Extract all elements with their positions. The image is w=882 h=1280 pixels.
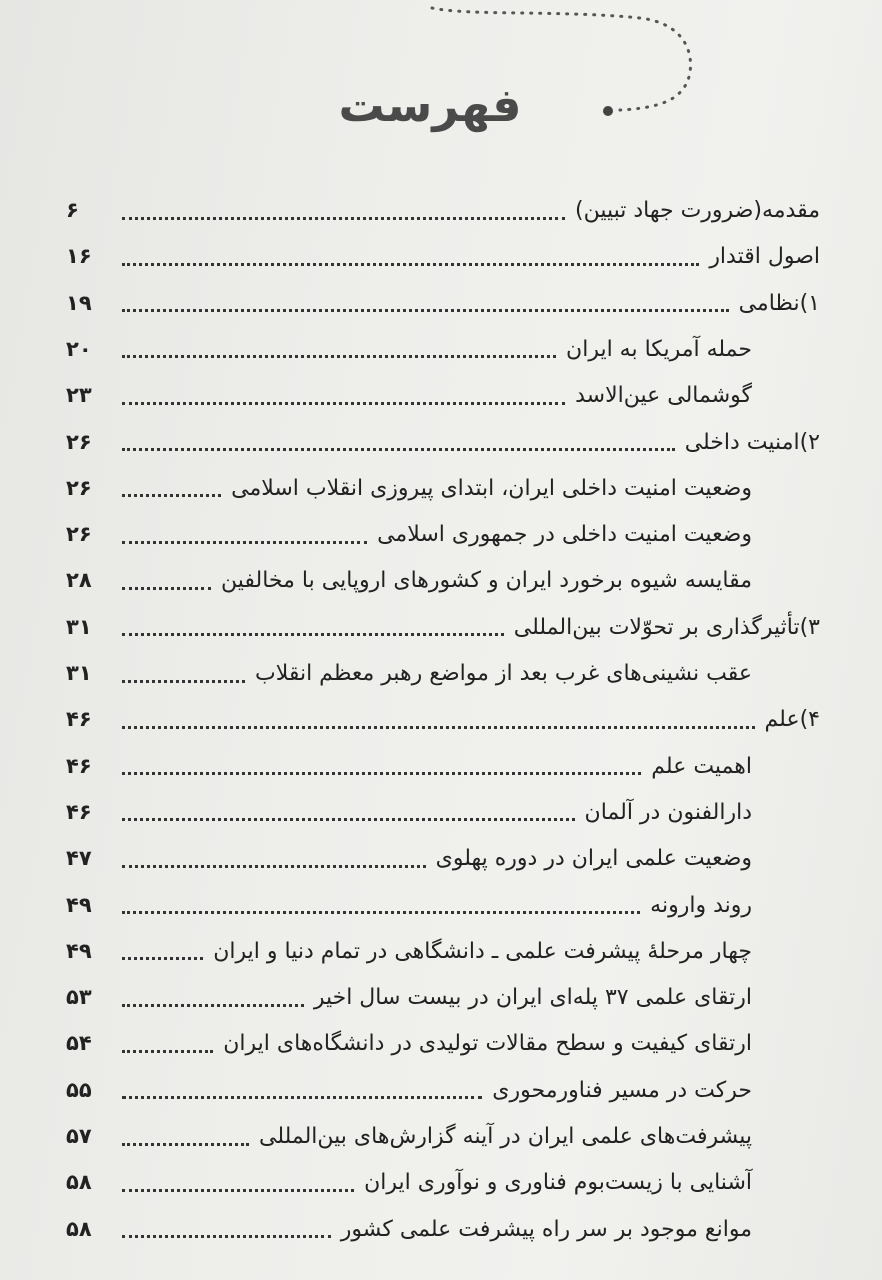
toc-entry [66,1207,752,1251]
toc-leader-dots [122,494,221,497]
toc-leader-dots [122,1235,331,1238]
toc-page-number: ۲۸ [66,568,92,593]
toc-page-number: ۳۱ [66,614,92,639]
toc-entry-title: ارتقای علمی ۳۷ پله‌ای ایران در بیست سال اخیر [313,985,752,1011]
toc-entry-title: اهمیت علم [651,753,752,779]
toc-entry-title: مقایسه شیوه برخورد ایران و کشورهای اروپایی با مخالفین [221,568,752,594]
toc-leader-dots [122,1189,354,1192]
toc-entry [66,512,752,556]
toc-entry [66,836,752,880]
toc-leader-dots [122,217,565,220]
toc-leader-dots [122,1004,304,1007]
toc-leader-dots [122,726,755,729]
toc-entry-title: ارتقای کیفیت و سطح مقالات تولیدی در دانشگاه‌های ایران [223,1031,752,1057]
toc-entry-title: ۳)تأثیرگذاری بر تحوّلات بین‌المللی [513,614,820,640]
toc-page-number: ۴۶ [66,707,92,732]
toc-entry [66,929,752,973]
toc-leader-dots [122,1050,213,1053]
toc-page-number: ۴۹ [66,892,92,917]
toc-page-number: ۴۷ [66,846,92,871]
toc-leader-dots [122,355,556,358]
toc-entry [66,744,752,788]
toc-leader-dots [122,448,675,451]
toc-page-number: ۴۶ [66,799,92,824]
toc-entry [66,605,820,649]
toc-page-number: ۲۶ [66,429,92,454]
toc-leader-dots [122,865,426,868]
toc-page-number: ۶ [66,198,79,222]
toc-entry-title: وضعیت امنیت داخلی ایران، ابتدای پیروزی انقلاب اسلامی [231,475,752,501]
toc-entry-title: حمله آمریکا به ایران [566,336,752,362]
toc-entry-title: گوشمالی عین‌الاسد [575,383,752,409]
toc-leader-dots [122,772,641,775]
toc-page-number: ۳۱ [66,661,92,685]
toc-entry-title: حرکت در مسیر فناورمحوری [492,1077,752,1103]
toc-page-number: ۴۶ [66,753,92,778]
toc-page-number: ۵۵ [66,1077,92,1102]
toc-entry-title: چهار مرحلهٔ پیشرفت علمی ـ دانشگاهی در تمام دنیا و ایران [213,938,752,964]
toc-entry [66,1021,752,1065]
toc-entry-title: ۲)امنیت داخلی [684,429,820,455]
toc-entry-title: ۱)نظامی [738,290,820,316]
toc-entry [66,281,820,325]
toc-page-number: ۱۹ [66,290,92,315]
toc-leader-dots [122,633,504,636]
toc-entry [66,373,752,417]
toc-entry [66,883,752,927]
toc-entry-title: وضعیت امنیت داخلی در جمهوری اسلامی [377,522,752,548]
toc-entry-title: پیشرفت‌های علمی ایران در آینه گزارش‌های بین‌المللی [258,1124,752,1149]
toc-entry-title: اصول اقتدار [709,244,820,270]
toc-leader-dots [122,957,203,960]
toc-entry [66,188,820,232]
toc-entry-title: دارالفنون در آلمان [584,799,752,825]
toc-page-number: ۵۸ [66,1170,92,1195]
toc-entry-title: مقدمه(ضرورت جهاد تبیین) [575,198,820,223]
toc-leader-dots [122,1096,482,1099]
toc-entry [66,1160,752,1204]
toc-entry [66,420,820,464]
toc-entry [66,558,752,602]
toc-page-number: ۵۳ [66,985,92,1010]
toc-entry-title: وضعیت علمی ایران در دوره پهلوی [435,846,752,872]
toc-entry-title: آشنایی با زیست‌بوم فناوری و نوآوری ایران [364,1170,752,1196]
toc-page-number: ۲۳ [66,383,92,408]
toc-leader-dots [122,263,699,266]
toc-page-number: ۵۴ [66,1031,92,1056]
toc-page-number: ۴۹ [66,938,92,963]
toc-entry [66,697,820,741]
toc-entry [66,651,752,695]
toc-entry-title: موانع موجود بر سر راه پیشرفت علمی کشور [340,1216,752,1242]
toc-leader-dots [122,587,211,590]
toc-entry [66,234,820,278]
toc-page-number: ۲۶ [66,475,92,500]
toc-entry [66,1068,752,1112]
toc-leader-dots [122,1143,249,1146]
toc-entry [66,790,752,834]
toc-leader-dots [122,541,367,544]
toc-page-number: ۲۶ [66,522,92,547]
toc-entry [66,1114,752,1158]
toc-page-number: ۵۷ [66,1124,92,1148]
toc-entry-title: عقب نشینی‌های غرب بعد از مواضع رهبر معظم انقلاب [254,661,752,686]
toc-entry-title: ۴)علم [764,707,820,733]
toc-leader-dots [122,402,565,405]
toc-entry-title: روند وارونه [650,892,752,918]
toc-entry [66,975,752,1019]
page-title: فهرست [338,78,522,132]
toc-page-number: ۱۶ [66,244,92,269]
toc-leader-dots [122,309,729,312]
toc-leader-dots [122,818,575,821]
toc-entry [66,466,752,510]
toc-page-number: ۲۰ [66,336,92,361]
toc-entry [66,327,752,371]
toc-page-number: ۵۸ [66,1216,92,1241]
toc-leader-dots [122,911,640,914]
toc-leader-dots [122,680,245,683]
